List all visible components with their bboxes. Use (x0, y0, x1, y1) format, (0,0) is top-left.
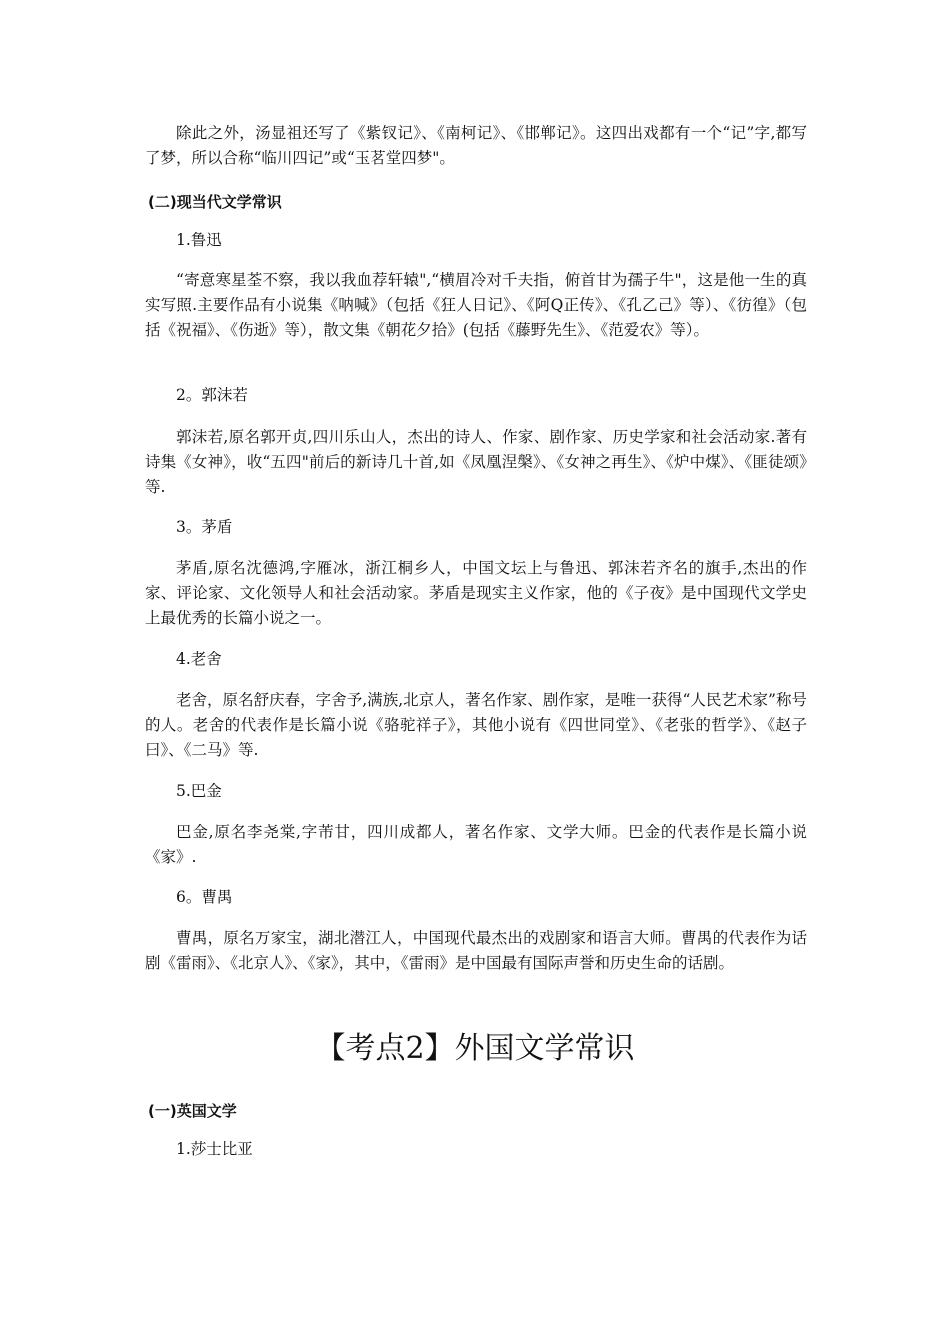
paragraph-tang-xianzu: 除此之外，汤显祖还写了《紫钗记》、《南柯记》、《邯郸记》。这四出戏都有一个“记”字,都写了梦，所以合称“临川四记”或“玉茗堂四梦"。 (145, 124, 807, 167)
main-heading-foreign-literature: 【考点2】外国文学常识 (315, 1031, 635, 1066)
item-heading-ba-jin: 5.巴金 (176, 782, 222, 800)
item-heading-guo-moruo: 2。郭沫若 (176, 386, 248, 404)
paragraph-mao-dun: 茅盾,原名沈德鸿,字雁冰，浙江桐乡人，中国文坛上与鲁迅、郭沫若齐名的旗手,杰出的作家、评论家、文化领导人和社会活动家。茅盾是现实主义作家，他的《子夜》是中国现代文学史上最优秀的长篇小说之一。 (145, 559, 807, 627)
paragraph-luxun: “寄意寒星荃不察，我以我血荐轩辕",“横眉冷对千夫指，俯首甘为孺子牛"，这是他一生的真实写照.主要作品有小说集《呐喊》（包括《狂人日记》、《阿Q正传》、《孔乙己》等）、《彷徨》（包括《祝福》、《伤逝》等），散文集《朝花夕拾》(包括《藤野先生》、《范爱农》等）。 (145, 271, 807, 339)
paragraph-guo-moruo: 郭沫若,原名郭开贞,四川乐山人，杰出的诗人、作家、剧作家、历史学家和社会活动家.著有诗集《女神》，收“五四"前后的新诗几十首,如《凤凰涅槃》、《女神之再生》、《炉中煤》、《匪徒颂》等. (145, 428, 807, 496)
item-heading-shakespeare: 1.莎士比亚 (176, 1140, 253, 1158)
paragraph-lao-she: 老舍，原名舒庆春，字舍予,满族,北京人，著名作家、剧作家，是唯一获得“人民艺术家”称号的人。老舍的代表作是长篇小说《骆驼祥子》，其他小说有《四世同堂》、《老张的哲学》、《赵子曰》、《二马》等. (145, 691, 807, 759)
item-heading-luxun: 1.鲁迅 (176, 231, 222, 249)
section-heading-modern-literature: (二)现当代文学常识 (148, 193, 282, 211)
item-heading-lao-she: 4.老舍 (176, 650, 222, 668)
section-heading-english-literature: (一)英国文学 (148, 1102, 237, 1120)
paragraph-ba-jin: 巴金,原名李尧棠,字芾甘，四川成都人，著名作家、文学大师。巴金的代表作是长篇小说《家》. (145, 823, 807, 866)
item-heading-cao-yu: 6。曹禺 (176, 888, 233, 906)
item-heading-mao-dun: 3。茅盾 (176, 518, 233, 536)
paragraph-cao-yu: 曹禺，原名万家宝，湖北潜江人，中国现代最杰出的戏剧家和语言大师。曹禺的代表作为话剧《雷雨》、《北京人》、《家》，其中，《雷雨》是中国最有国际声誉和历史生命的话剧。 (145, 929, 807, 972)
